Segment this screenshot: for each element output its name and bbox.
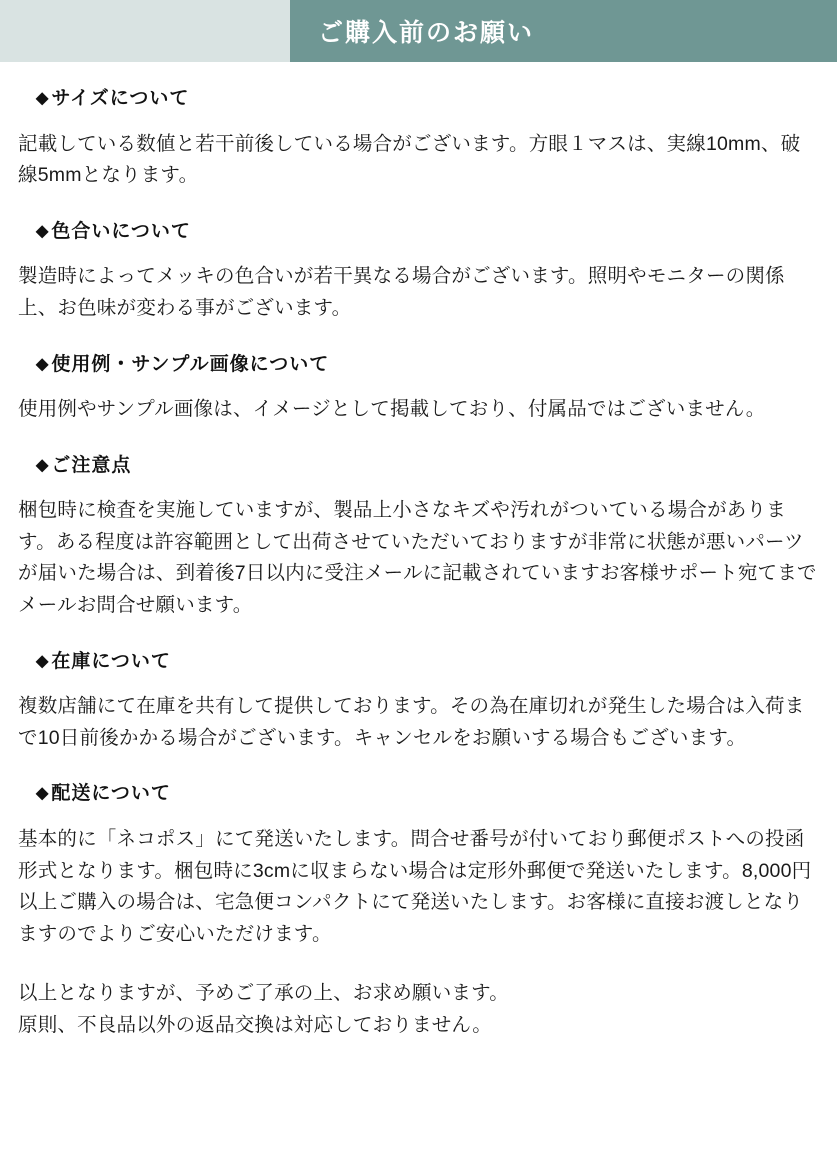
section-heading bbox=[36, 352, 819, 379]
section-heading bbox=[36, 649, 819, 676]
page-title: ご購入前のお願い bbox=[318, 19, 535, 47]
section-heading-label: 在庫について bbox=[51, 650, 171, 672]
section-stock bbox=[18, 649, 819, 755]
section-heading-label: 色合いについて bbox=[51, 220, 191, 242]
section-color bbox=[18, 219, 819, 325]
section-heading-label: ご注意点 bbox=[51, 454, 132, 476]
diamond-bullet-icon: ◆ bbox=[36, 652, 50, 670]
diamond-bullet-icon: ◆ bbox=[36, 355, 50, 373]
section-heading bbox=[36, 781, 819, 808]
closing-note bbox=[18, 978, 819, 1041]
closing-line-2: 原則、不良品以外の返品交換は対応しておりません。 bbox=[18, 1013, 492, 1036]
section-body: 基本的に「ネコポス」にて発送いたします。問合せ番号が付いており郵便ポストへの投函形式となります。梱包時に3cmに収まらない場合は定形外郵便で発送いたします。8,000円以上ご購入の場合は、宅急便コンパクトにて発送いたします。お客様に直接お渡しとなりますのでよりご安心いただけます。 bbox=[18, 827, 812, 945]
section-heading bbox=[36, 86, 819, 113]
diamond-bullet-icon: ◆ bbox=[36, 456, 50, 474]
section-size bbox=[18, 86, 819, 192]
closing-line-1: 以上となりますが、予めご了承の上、お求め願います。 bbox=[18, 982, 509, 1005]
section-body: 記載している数値と若干前後している場合がございます。方眼１マスは、実線10mm、破線5mmとなります。 bbox=[18, 132, 801, 187]
section-body: 複数店舗にて在庫を共有して提供しております。その為在庫切れが発生した場合は入荷まで10日前後かかる場合がございます。キャンセルをお願いする場合もございます。 bbox=[18, 695, 805, 749]
section-heading-label: 使用例・サンプル画像について bbox=[51, 353, 330, 375]
section-heading-label: 配送について bbox=[51, 783, 171, 805]
diamond-bullet-icon: ◆ bbox=[36, 785, 50, 803]
section-heading-label: サイズについて bbox=[51, 88, 190, 109]
section-body: 製造時によってメッキの色合いが若干異なる場合がございます。照明やモニターの関係上、お色味が変わる事がございます。 bbox=[18, 265, 785, 319]
section-shipping bbox=[18, 781, 819, 950]
section-body: 梱包時に検査を実施していますが、製品上小さなキズや汚れがついている場合があります。ある程度は許容範囲として出荷させていただいておりますが非常に状態が悪いパーツが届いた場合は、到着後7日以内に受注メールに記載されていますお客様サポート宛てまでメールお問合せ願います。 bbox=[18, 499, 817, 616]
diamond-bullet-icon: ◆ bbox=[36, 90, 50, 107]
header-bar bbox=[290, 0, 837, 62]
section-heading bbox=[36, 219, 819, 246]
header-band bbox=[0, 0, 837, 62]
section-body: 使用例やサンプル画像は、イメージとして掲載しており、付属品ではございません。 bbox=[18, 398, 766, 421]
section-sample-image bbox=[18, 352, 819, 426]
section-caution bbox=[18, 453, 819, 622]
diamond-bullet-icon: ◆ bbox=[36, 222, 50, 240]
notice-content bbox=[0, 62, 837, 1041]
section-heading bbox=[36, 453, 819, 480]
